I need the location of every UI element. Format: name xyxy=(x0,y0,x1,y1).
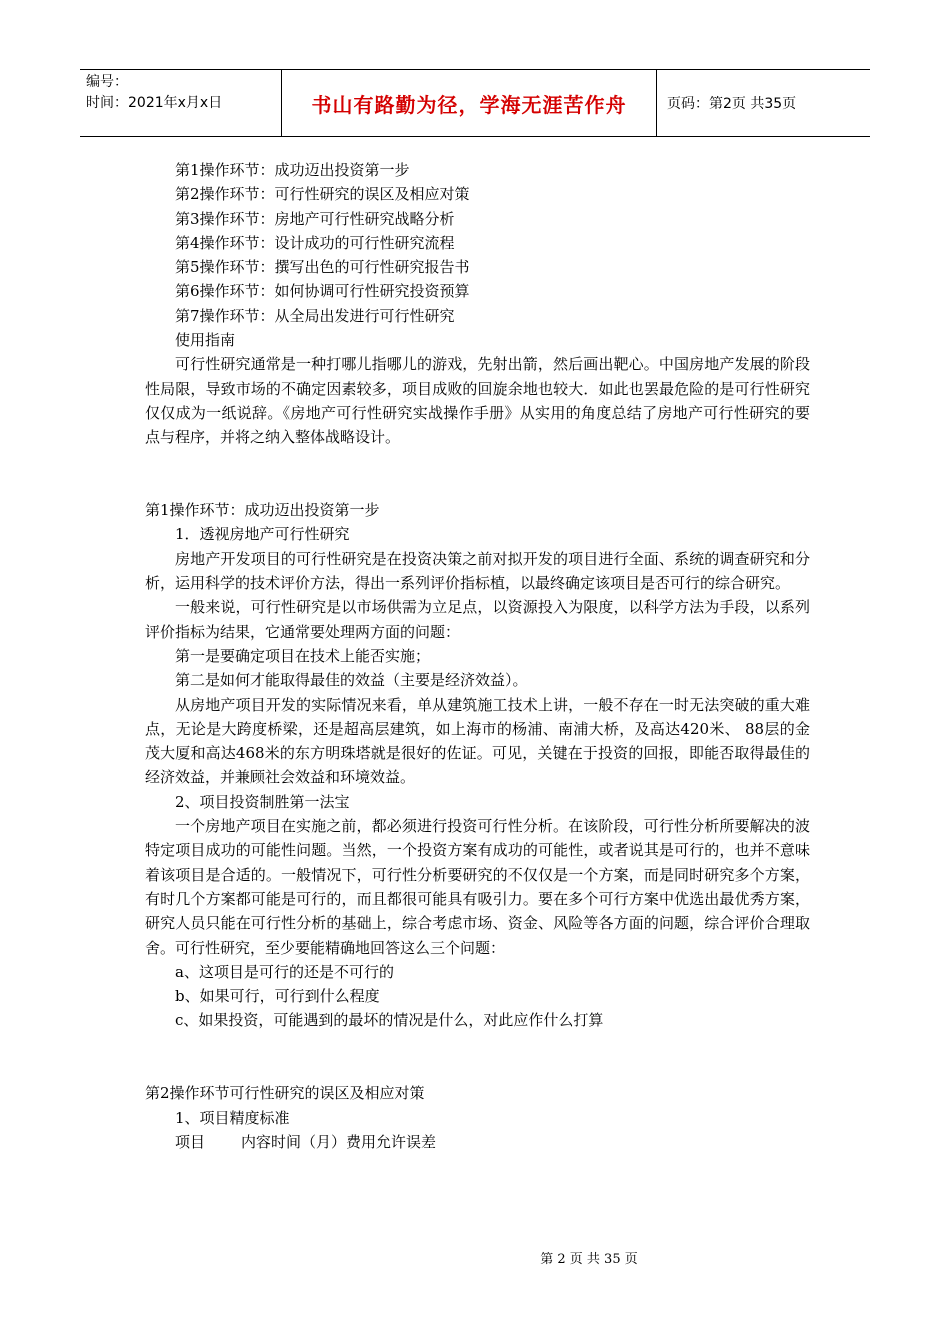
number-label: 编号： xyxy=(86,74,128,90)
header-meta xyxy=(80,70,282,136)
section1-paragraph-6: 一个房地产项目在实施之前，都必须进行投资可行性分析。在该阶段，可行性分析所要解决的波特定项目成功的可能性问题。当然，一个投资方案有成功的可能性，或者说其是可行的，也并不意味着该项目是合适的。一般情况下，可行性分析要研究的不仅仅是一个方案，而是同时研究多个方案，有时几个方案都可能是可行的，而且都很可能具有吸引力。要在多个可行方案中优选出最优秀方案，研究人员只能在可行性分析的基础上，综合考虑市场、资金、风险等各方面的问题，综合评价合理取舍。可行性研究，至少要能精确地回答这么三个问题： xyxy=(145,817,810,957)
question-c: c、如果投资，可能遇到的最坏的情况是什么，对此应作什么打算 xyxy=(175,1011,604,1030)
page-footer xyxy=(0,1248,950,1267)
page-header xyxy=(80,69,870,137)
section1-paragraph-4: 第二是如何才能取得最佳的效益（主要是经济效益）。 xyxy=(175,671,528,690)
header-motto: 书山有路勤为径，学海无涯苦作舟 xyxy=(282,70,657,136)
section1-sub2: 2、项目投资制胜第一法宝 xyxy=(175,792,350,811)
toc-item-7: 第7操作环节：从全局出发进行可行性研究 xyxy=(175,306,455,325)
table-header-row xyxy=(145,1130,810,1154)
time-label: 时间：2021年x月x日 xyxy=(86,95,223,111)
section1-paragraph-5: 从房地产项目开发的实际情况来看，单从建筑施工技术上讲，一般不存在一时无法突破的重大难点，无论是大跨度桥梁，还是超高层建筑，如上海市的杨浦、南浦大桥，及高达420米、 88层的金茂大厦和高达468米的东方明珠塔就是很好的佐证。可见，关键在于投资的回报，即能否取得最佳的经济效益，并兼顾社会效益和环境效益。 xyxy=(145,695,810,787)
section1-sub1: 1．透视房地产可行性研究 xyxy=(175,525,350,544)
section1-paragraph-1: 房地产开发项目的可行性研究是在投资决策之前对拟开发的项目进行全面、系统的调查研究和分析，运用科学的技术评价方法，得出一系列评价指标植，以最终确定该项目是否可行的综合研究。 xyxy=(145,549,810,593)
table-head-item: 项目 xyxy=(175,1132,206,1151)
guide-paragraph: 可行性研究通常是一种打哪儿指哪儿的游戏，先射出箭，然后画出靶心。中国房地产发展的阶段性局限，导致市场的不确定因素较多，项目成败的回旋余地也较大．如此也罢最危险的是可行性研究仅仅成为一纸说辞。《房地产可行性研究实战操作手册》从实用的角度总结了房地产可行性研究的要点与程序，并将之纳入整体战略设计。 xyxy=(145,355,810,447)
section2-title: 第2操作环节可行性研究的误区及相应对策 xyxy=(145,1084,425,1103)
toc-item-4: 第4操作环节：设计成功的可行性研究流程 xyxy=(175,233,455,252)
question-b: b、如果可行，可行到什么程度 xyxy=(175,987,380,1006)
toc-item-3: 第3操作环节：房地产可行性研究战略分析 xyxy=(175,209,455,228)
section1-title: 第1操作环节：成功迈出投资第一步 xyxy=(145,501,380,520)
section1-paragraph-3: 第一是要确定项目在技术上能否实施； xyxy=(175,646,431,665)
toc-item-2: 第2操作环节：可行性研究的误区及相应对策 xyxy=(175,185,470,204)
footer-page-number: 第 2 页 共 35 页 xyxy=(540,1252,638,1267)
header-page-info: 页码：第2页 共35页 xyxy=(667,96,797,112)
guide-title: 使用指南 xyxy=(175,331,236,350)
section2-sub1: 1、项目精度标准 xyxy=(175,1108,290,1127)
toc-item-6: 第6操作环节：如何协调可行性研究投资预算 xyxy=(175,282,470,301)
document-body xyxy=(145,158,810,1154)
table-head-columns: 内容时间（月）费用允许误差 xyxy=(241,1132,437,1151)
question-a: a、这项目是可行的还是不可行的 xyxy=(175,962,394,981)
toc-item-5: 第5操作环节：撰写出色的可行性研究报告书 xyxy=(175,258,470,277)
toc-item-1: 第1操作环节：成功迈出投资第一步 xyxy=(175,161,410,179)
section1-paragraph-2: 一般来说，可行性研究是以市场供需为立足点，以资源投入为限度，以科学方法为手段，以系列评价指标为结果，它通常要处理两方面的问题： xyxy=(145,598,810,641)
